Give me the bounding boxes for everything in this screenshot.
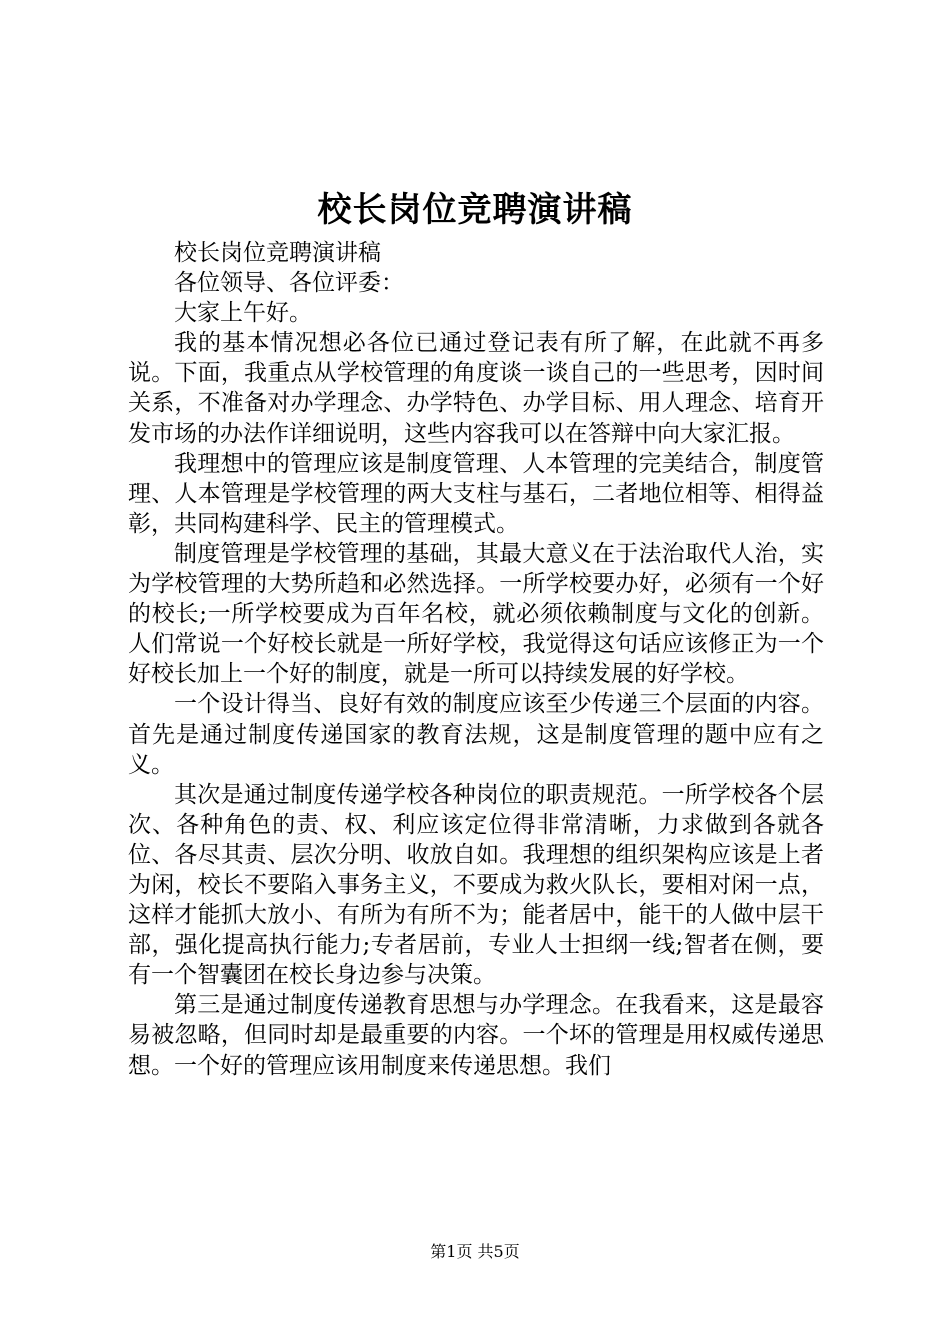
paragraph: 第三是通过制度传递教育思想与办学理念。在我看来，这是最容易被忽略，但同时却是最重要的内容。一个坏的管理是用权威传递思想。一个好的管理应该用制度来传递思想。我们 <box>128 992 824 1079</box>
page-footer: 第1页 共5页 <box>430 1242 520 1261</box>
paragraph: 校长岗位竞聘演讲稿 <box>174 240 381 266</box>
document-title: 校长岗位竞聘演讲稿 <box>317 190 633 230</box>
paragraph: 我的基本情况想必各位已通过登记表有所了解，在此就不再多说。下面，我重点从学校管理的角度谈一谈自己的一些思考，因时间关系，不准备对办学理念、办学特色、办学目标、用人理念、培育开发市场的办法作详细说明，这些内容我可以在答辩中向大家汇报。 <box>128 330 824 447</box>
paragraph: 一个设计得当、良好有效的制度应该至少传递三个层面的内容。首先是通过制度传递国家的教育法规，这是制度管理的题中应有之义。 <box>128 691 824 778</box>
paragraph: 制度管理是学校管理的基础，其最大意义在于法治取代人治，实为学校管理的大势所趋和必然选择。一所学校要办好，必须有一个好的校长;一所学校要成为百年名校，就必须依赖制度与文化的创新。人们常说一个好校长就是一所好学校，我觉得这句话应该修正为一个好校长加上一个好的制度，就是一所可以持续发展的好学校。 <box>128 540 824 688</box>
paragraph: 我理想中的管理应该是制度管理、人本管理的完美结合，制度管理、人本管理是学校管理的两大支柱与基石，二者地位相等、相得益彰，共同构建科学、民主的管理模式。 <box>128 450 824 537</box>
paragraph: 大家上午好。 <box>174 300 312 327</box>
document-body <box>128 238 824 1081</box>
paragraph: 各位领导、各位评委： <box>174 270 404 297</box>
paragraph: 其次是通过制度传递学校各种岗位的职责规范。一所学校各个层次、各种角色的责、权、利应该定位得非常清晰，力求做到各就各位、各尽其责、层次分明、收放自如。我理想的组织架构应该是上者为闲，校长不要陷入事务主义，不要成为救火队长，要相对闲一点，这样才能抓大放小、有所为有所不为；能者居中，能干的人做中层干部，强化提高执行能力;专者居前，专业人士担纲一线;智者在侧，要有一个智囊团在校长身边参与决策。 <box>128 781 824 989</box>
